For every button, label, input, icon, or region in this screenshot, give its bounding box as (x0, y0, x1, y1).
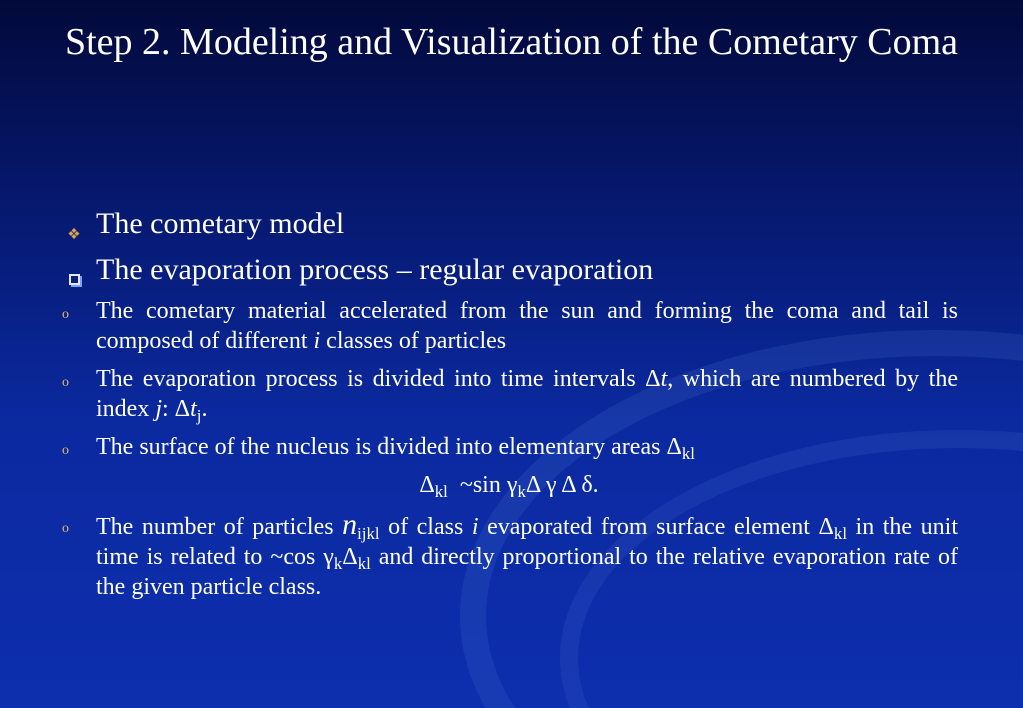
bullet-text: Δ (342, 544, 358, 570)
bullet-text: . (201, 396, 208, 422)
bullet-time-intervals (60, 364, 958, 424)
circle-bullet-icon: o (62, 307, 69, 322)
heading-1-text: The cometary model (96, 207, 345, 240)
slide-content (60, 204, 958, 610)
math-subscript: k (333, 554, 343, 574)
square-bullet-icon (62, 261, 86, 301)
bullet-text: and directly proportional to the relative evaporation rate of the given particle class. (96, 544, 958, 600)
formula-text: Δ (419, 472, 435, 498)
math-subscript: kl (357, 554, 371, 574)
math-subscript: kl (434, 482, 448, 502)
bullet-number-of-particles (60, 510, 958, 602)
bullet-elementary-areas (60, 432, 958, 462)
bullet-text: , which are numbered by the index (96, 366, 958, 422)
bullet-text: evaporated from surface element Δ (478, 514, 834, 540)
area-formula (60, 470, 958, 500)
circle-bullet-icon: o (62, 521, 69, 536)
math-variable: t (660, 366, 668, 392)
heading-cometary-model (60, 204, 958, 244)
formula-text: Δ γ Δ δ. (525, 472, 599, 498)
bullet-text: in the unit time is related to ~cos γ (96, 514, 958, 570)
bullet-text: The surface of the nucleus is divided into elementary areas Δ (96, 434, 682, 460)
bullet-text: classes of particles (320, 328, 507, 354)
bullet-text: The evaporation process is divided into time intervals Δ (96, 366, 661, 392)
bullet-particle-classes (60, 296, 958, 356)
circle-bullet-icon: o (62, 443, 69, 458)
math-variable: n (342, 508, 358, 541)
bullet-text: The cometary material accelerated from the sun and forming the coma and tail is composed of different (96, 298, 958, 354)
math-subscript: kl (833, 524, 847, 544)
math-subscript: ijkl (357, 524, 380, 544)
slide-title: Step 2. Modeling and Visualization of the Cometary Coma (64, 21, 959, 63)
heading-evaporation-process (60, 250, 958, 290)
math-subscript: j (196, 406, 202, 426)
formula-text: ~sin γ (447, 472, 518, 498)
math-subscript: kl (681, 444, 695, 464)
bullet-text: : Δ (162, 396, 191, 422)
heading-2-text: The evaporation process – regular evaporation (96, 253, 654, 286)
math-subscript: k (517, 482, 526, 502)
circle-bullet-icon: o (62, 375, 69, 390)
bullet-text: of class (379, 514, 472, 540)
diamond-bullet-icon: ❖ (67, 227, 81, 243)
math-variable: i (471, 514, 479, 540)
math-variable: i (313, 328, 321, 354)
math-variable: j (155, 396, 162, 422)
math-variable: t (190, 396, 197, 422)
bullet-text: The number of particles (96, 514, 343, 540)
